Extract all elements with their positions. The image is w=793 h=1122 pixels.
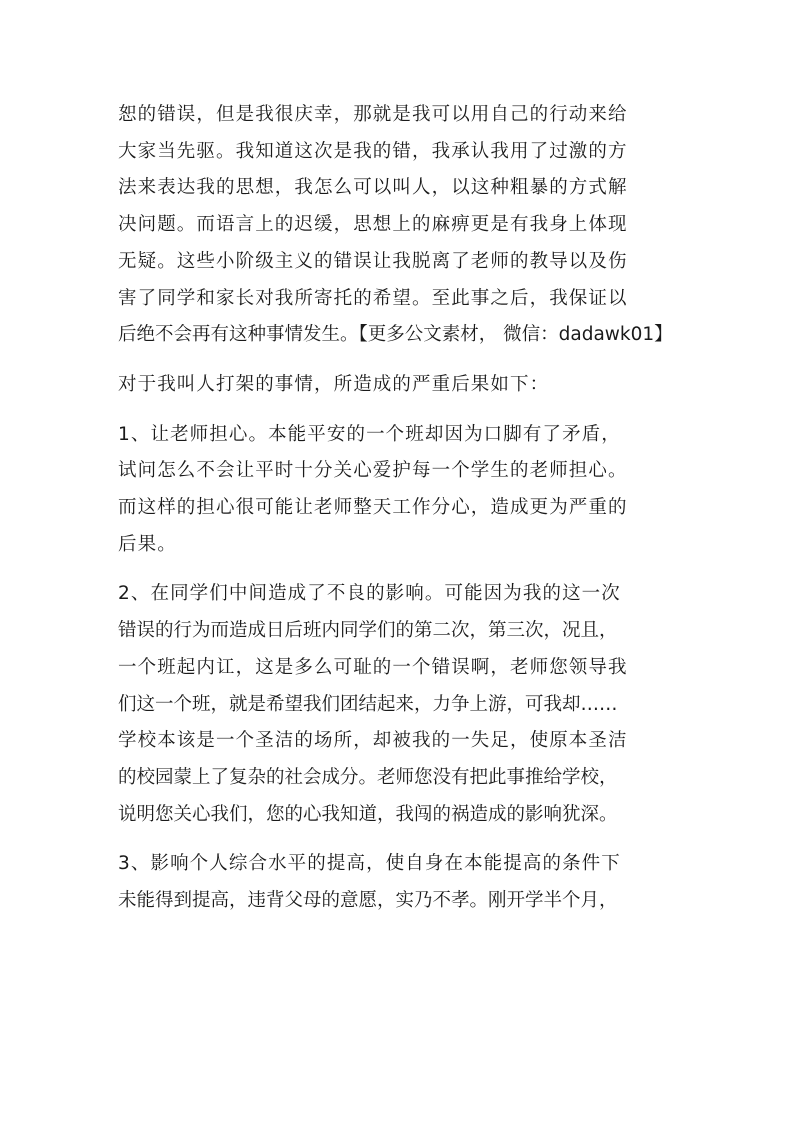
text-line: 无疑。这些小阶级主义的错误让我脱离了老师的教导以及伤: [118, 250, 628, 272]
text-line: 错误的行为而造成日后班内同学们的第二次，第三次，况且，: [118, 620, 618, 642]
text-line: 学校本该是一个圣洁的场所，却被我的一失足，使原本圣洁: [118, 730, 628, 752]
paragraph-consequence-3: [118, 846, 684, 919]
text-line: 未能得到提高，违背父母的意愿，实乃不孝。刚开学半个月，: [118, 890, 618, 912]
text-line: 们这一个班，就是希望我们团结起来，力争上游，可我却……: [118, 693, 618, 715]
paragraph-consequence-2: [118, 576, 684, 833]
document-body: [118, 97, 684, 933]
text-line: 大家当先驱。我知道这次是我的错，我承认我用了过激的方: [118, 140, 628, 162]
text-line: 而这样的担心很可能让老师整天工作分心，造成更为严重的: [118, 497, 628, 519]
text-line: 法来表达我的思想，我怎么可以叫人，以这种粗暴的方式解: [118, 177, 628, 199]
paragraph-apology-intro: [118, 97, 684, 354]
text-line: 试问怎么不会让平时十分关心爱护每一个学生的老师担心。: [118, 460, 628, 482]
text-line: 1、让老师担心。本能平安的一个班却因为口脚有了矛盾，: [118, 423, 621, 445]
text-line: 后果。: [118, 533, 177, 555]
text-line: 对于我叫人打架的事情，所造成的严重后果如下：: [118, 373, 550, 395]
text-line: 3、影响个人综合水平的提高，使自身在本能提高的条件下: [118, 853, 621, 875]
text-line-with-promo: 后绝不会再有这种事情发生。【更多公文素材， 微信：dadawk01】: [118, 324, 673, 346]
text-line: 一个班起内讧，这是多么可耻的一个错误啊，老师您领导我: [118, 656, 628, 678]
text-line: 害了同学和家长对我所寄托的希望。至此事之后，我保证以: [118, 287, 628, 309]
text-line: 的校园蒙上了复杂的社会成分。老师您没有把此事推给学校，: [118, 766, 618, 788]
text-line: 恕的错误，但是我很庆幸，那就是我可以用自己的行动来给: [118, 104, 628, 125]
text-line: 决问题。而语言上的迟缓，思想上的麻痹更是有我身上体现: [118, 214, 628, 236]
text-line: 2、在同学们中间造成了不良的影响。可能因为我的这一次: [118, 583, 621, 605]
paragraph-consequence-1: [118, 417, 684, 564]
text-line: 说明您关心我们，您的心我知道，我闯的祸造成的影响犹深。: [118, 803, 618, 825]
paragraph-consequences-heading: [118, 367, 684, 404]
